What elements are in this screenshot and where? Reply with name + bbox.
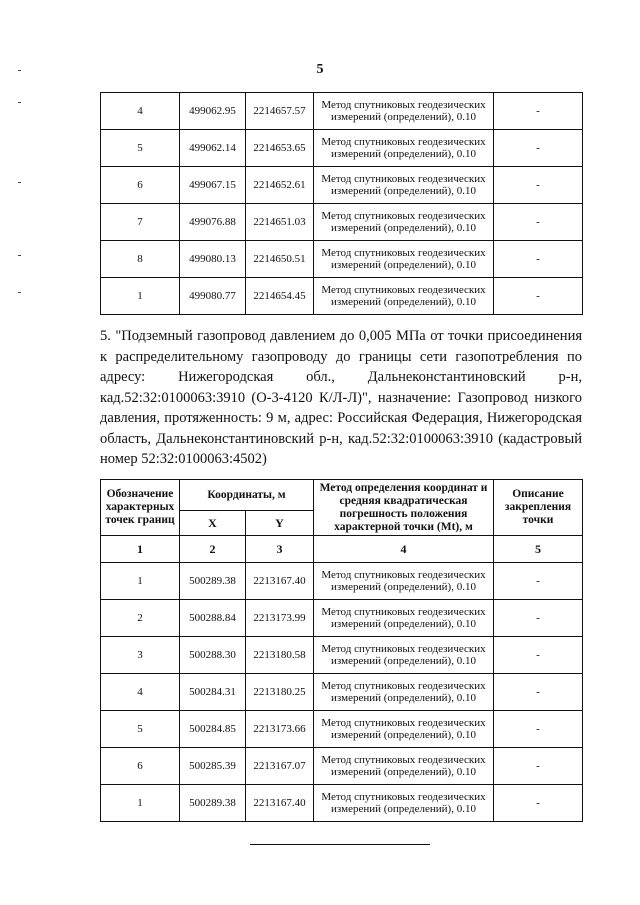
- column-number: 3: [246, 536, 314, 563]
- method-cell: Метод спутниковых геодезических измерений (определений), 0.10: [314, 637, 494, 674]
- point-cell: 7: [101, 204, 180, 241]
- header-y: Y: [246, 511, 314, 536]
- table1-body: [101, 93, 583, 315]
- point-cell: 5: [101, 711, 180, 748]
- description-cell: -: [494, 674, 583, 711]
- method-cell: Метод спутниковых геодезических измерений (определений), 0.10: [314, 711, 494, 748]
- table-row: [101, 637, 583, 674]
- x-cell: 500289.38: [180, 785, 246, 822]
- method-cell: Метод спутниковых геодезических измерений (определений), 0.10: [314, 674, 494, 711]
- table-row: [101, 167, 583, 204]
- column-number: 2: [180, 536, 246, 563]
- x-cell: 499080.77: [180, 278, 246, 315]
- description-cell: -: [494, 600, 583, 637]
- header-method: Метод определения координат и средняя квадратическая погрешность положения характерной точки (Мt), м: [314, 480, 494, 536]
- method-cell: Метод спутниковых геодезических измерений (определений), 0.10: [314, 167, 494, 204]
- table2-body: [101, 563, 583, 822]
- scan-mark: [18, 102, 21, 103]
- y-cell: 2214657.57: [246, 93, 314, 130]
- coordinates-table-section-5: [100, 479, 583, 822]
- description-cell: -: [494, 278, 583, 315]
- y-cell: 2213167.40: [246, 785, 314, 822]
- description-cell: -: [494, 563, 583, 600]
- y-cell: 2214654.45: [246, 278, 314, 315]
- page-number: 5: [316, 62, 324, 77]
- method-cell: Метод спутниковых геодезических измерений (определений), 0.10: [314, 204, 494, 241]
- table-row: [101, 674, 583, 711]
- point-cell: 1: [101, 278, 180, 315]
- x-cell: 500288.84: [180, 600, 246, 637]
- method-cell: Метод спутниковых геодезических измерений (определений), 0.10: [314, 93, 494, 130]
- description-cell: -: [494, 204, 583, 241]
- table-row: [101, 241, 583, 278]
- table-row: [101, 93, 583, 130]
- footer-divider: [250, 844, 430, 845]
- header-description: Описание закрепления точки: [494, 480, 583, 536]
- point-cell: 3: [101, 637, 180, 674]
- column-number: 4: [314, 536, 494, 563]
- method-cell: Метод спутниковых геодезических измерений (определений), 0.10: [314, 130, 494, 167]
- y-cell: 2214653.65: [246, 130, 314, 167]
- description-cell: -: [494, 711, 583, 748]
- scan-mark: [18, 292, 21, 293]
- method-cell: Метод спутниковых геодезических измерений (определений), 0.10: [314, 748, 494, 785]
- method-cell: Метод спутниковых геодезических измерений (определений), 0.10: [314, 600, 494, 637]
- description-cell: -: [494, 785, 583, 822]
- header-x: X: [180, 511, 246, 536]
- point-cell: 5: [101, 130, 180, 167]
- x-cell: 499080.13: [180, 241, 246, 278]
- y-cell: 2213167.07: [246, 748, 314, 785]
- x-cell: 500285.39: [180, 748, 246, 785]
- y-cell: 2214650.51: [246, 241, 314, 278]
- point-cell: 6: [101, 748, 180, 785]
- x-cell: 500288.30: [180, 637, 246, 674]
- x-cell: 499076.88: [180, 204, 246, 241]
- column-number: 5: [494, 536, 583, 563]
- table-row: [101, 785, 583, 822]
- y-cell: 2213173.99: [246, 600, 314, 637]
- point-cell: 8: [101, 241, 180, 278]
- x-cell: 500284.85: [180, 711, 246, 748]
- coordinates-table-continued: [100, 92, 583, 315]
- method-cell: Метод спутниковых геодезических измерений (определений), 0.10: [314, 241, 494, 278]
- table-row: [101, 600, 583, 637]
- table-row: [101, 748, 583, 785]
- y-cell: 2214652.61: [246, 167, 314, 204]
- point-cell: 6: [101, 167, 180, 204]
- table-row: [101, 130, 583, 167]
- y-cell: 2213180.25: [246, 674, 314, 711]
- point-cell: 1: [101, 785, 180, 822]
- point-cell: 2: [101, 600, 180, 637]
- scan-mark: [18, 255, 21, 256]
- table-row: [101, 204, 583, 241]
- description-cell: -: [494, 637, 583, 674]
- x-cell: 500289.38: [180, 563, 246, 600]
- section-5-paragraph: 5. "Подземный газопровод давлением до 0,005 МПа от точки присоединения к распределительному газопроводу до границы сети газопотребления по адресу: Нижегородская обл., Дальнеконстантиновский р-н, кад.52:32:0100063:3910 (О-3-4120 К/Л-Л)", назначение: Газопровод низкого давления, протяженность: 9 м, адрес: Российская Федерация, Нижегородская область, Дальнеконстантиновский р-н, кад.52:32:0100063:3910 (кадастровый номер 52:32:0100063:4502): [100, 328, 582, 467]
- table-row: [101, 563, 583, 600]
- description-cell: -: [494, 748, 583, 785]
- x-cell: 500284.31: [180, 674, 246, 711]
- method-cell: Метод спутниковых геодезических измерений (определений), 0.10: [314, 563, 494, 600]
- method-cell: Метод спутниковых геодезических измерений (определений), 0.10: [314, 785, 494, 822]
- x-cell: 499062.14: [180, 130, 246, 167]
- description-cell: -: [494, 241, 583, 278]
- method-cell: Метод спутниковых геодезических измерений (определений), 0.10: [314, 278, 494, 315]
- column-number: 1: [101, 536, 180, 563]
- x-cell: 499067.15: [180, 167, 246, 204]
- y-cell: 2213180.58: [246, 637, 314, 674]
- y-cell: 2214651.03: [246, 204, 314, 241]
- point-cell: 1: [101, 563, 180, 600]
- header-designation: Обозначение характерных точек границ: [101, 480, 180, 536]
- description-cell: -: [494, 167, 583, 204]
- point-cell: 4: [101, 93, 180, 130]
- x-cell: 499062.95: [180, 93, 246, 130]
- y-cell: 2213173.66: [246, 711, 314, 748]
- y-cell: 2213167.40: [246, 563, 314, 600]
- description-cell: -: [494, 130, 583, 167]
- scan-mark: [18, 182, 21, 183]
- description-cell: -: [494, 93, 583, 130]
- point-cell: 4: [101, 674, 180, 711]
- table-row: [101, 711, 583, 748]
- header-coordinates: Координаты, м: [180, 480, 314, 511]
- table-row: [101, 278, 583, 315]
